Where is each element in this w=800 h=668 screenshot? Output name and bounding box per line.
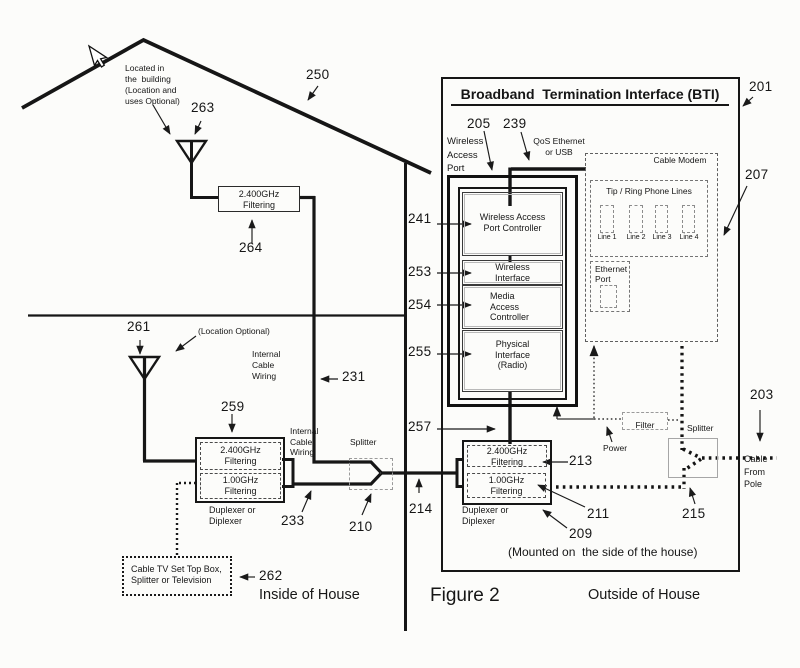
ref-211: 211 <box>587 506 610 521</box>
outside-splitter-box <box>668 438 718 478</box>
tip-ring-title: Tip / Ring Phone Lines <box>606 186 692 196</box>
ref-261: 261 <box>127 319 151 334</box>
ref-210: 210 <box>349 519 373 534</box>
figure-caption: Figure 2 <box>430 585 500 606</box>
phone-jack-4 <box>682 205 695 233</box>
phone-jack-2 <box>629 205 643 233</box>
ref-257: 257 <box>408 419 432 434</box>
ethernet-port-box: Ethernet Port <box>590 261 630 312</box>
ref-203: 203 <box>750 387 774 402</box>
ref-239: 239 <box>503 116 527 131</box>
upper-filter-box: 2.400GHz Filtering <box>218 186 300 212</box>
mounted-note: (Mounted on the side of the house) <box>508 545 698 559</box>
settop-drop-line <box>177 483 196 556</box>
ref-209: 209 <box>569 526 593 541</box>
ref-255: 255 <box>408 344 432 359</box>
cable-modem-title: Cable Modem <box>653 155 707 165</box>
line1-label: Line 1 <box>597 234 617 241</box>
physical-interface-box: Physical Interface (Radio) <box>462 330 563 392</box>
left-filter-100-box: 1.00GHz Filtering <box>200 473 281 499</box>
ethernet-jack <box>600 285 617 308</box>
ref-253: 253 <box>408 264 432 279</box>
ref-233: 233 <box>281 513 305 528</box>
location-optional-note: (Location Optional) <box>198 326 270 336</box>
qos-ethernet-label: QoS Ethernet or USB <box>533 136 585 157</box>
ref-241: 241 <box>408 211 432 226</box>
right-filter-100-box: 1.00GHz Filtering <box>467 473 546 498</box>
outside-splitter-label: Splitter <box>687 423 714 433</box>
internal-cable-wiring-label: Internal Cable Wiring <box>252 349 281 381</box>
media-access-controller-box: Media Access Controller <box>462 285 563 329</box>
ref-254: 254 <box>408 297 432 312</box>
left-duplexer-caption: Duplexer or Diplexer <box>209 505 256 526</box>
line4-label: Line 4 <box>679 234 699 241</box>
inside-splitter-box <box>349 458 393 490</box>
ref-231: 231 <box>342 369 366 384</box>
phone-jack-3 <box>655 205 668 233</box>
inside-splitter-label: Splitter <box>350 437 377 447</box>
internal-cable-run <box>314 196 381 473</box>
ref-213: 213 <box>569 453 593 468</box>
ref-214: 214 <box>409 501 433 516</box>
ref-205: 205 <box>467 116 491 131</box>
settop-box: Cable TV Set Top Box, Splitter or Television <box>122 556 232 596</box>
ref-259: 259 <box>221 399 245 414</box>
outside-of-house-caption: Outside of House <box>588 587 701 603</box>
roof-line <box>22 40 431 173</box>
wireless-interface-box: Wireless Interface <box>462 260 563 285</box>
line3-label: Line 3 <box>652 234 672 241</box>
left-filter-24-box: 2.400GHz Filtering <box>200 442 281 470</box>
filter-box: Filter <box>622 412 668 430</box>
cable-from-pole-label: Cable From Pole <box>744 454 768 489</box>
ref-264: 264 <box>239 240 263 255</box>
ref-215: 215 <box>682 506 706 521</box>
line2-label: Line 2 <box>626 234 646 241</box>
ref-201: 201 <box>749 79 773 94</box>
ref-250: 250 <box>306 67 330 82</box>
ref-263: 263 <box>191 100 215 115</box>
right-duplexer-caption: Duplexer or Diplexer <box>462 505 509 526</box>
right-filter-24-box: 2.400GHz Filtering <box>467 445 547 467</box>
ref-262: 262 <box>259 568 283 583</box>
inside-of-house-caption: Inside of House <box>259 587 360 603</box>
internal-cable-wiring-label-2: Internal Cable Wiring <box>290 426 319 457</box>
ref-207: 207 <box>745 167 769 182</box>
bti-title: Broadband Termination Interface (BTI) <box>451 86 729 106</box>
located-note: Located in the building (Location and uses Optional) <box>125 63 180 106</box>
wireless-access-port-label: Wireless Access Port <box>447 136 484 174</box>
power-label: Power <box>603 443 628 453</box>
phone-jack-1 <box>600 205 614 233</box>
wap-controller-box: Wireless Access Port Controller <box>462 192 563 256</box>
